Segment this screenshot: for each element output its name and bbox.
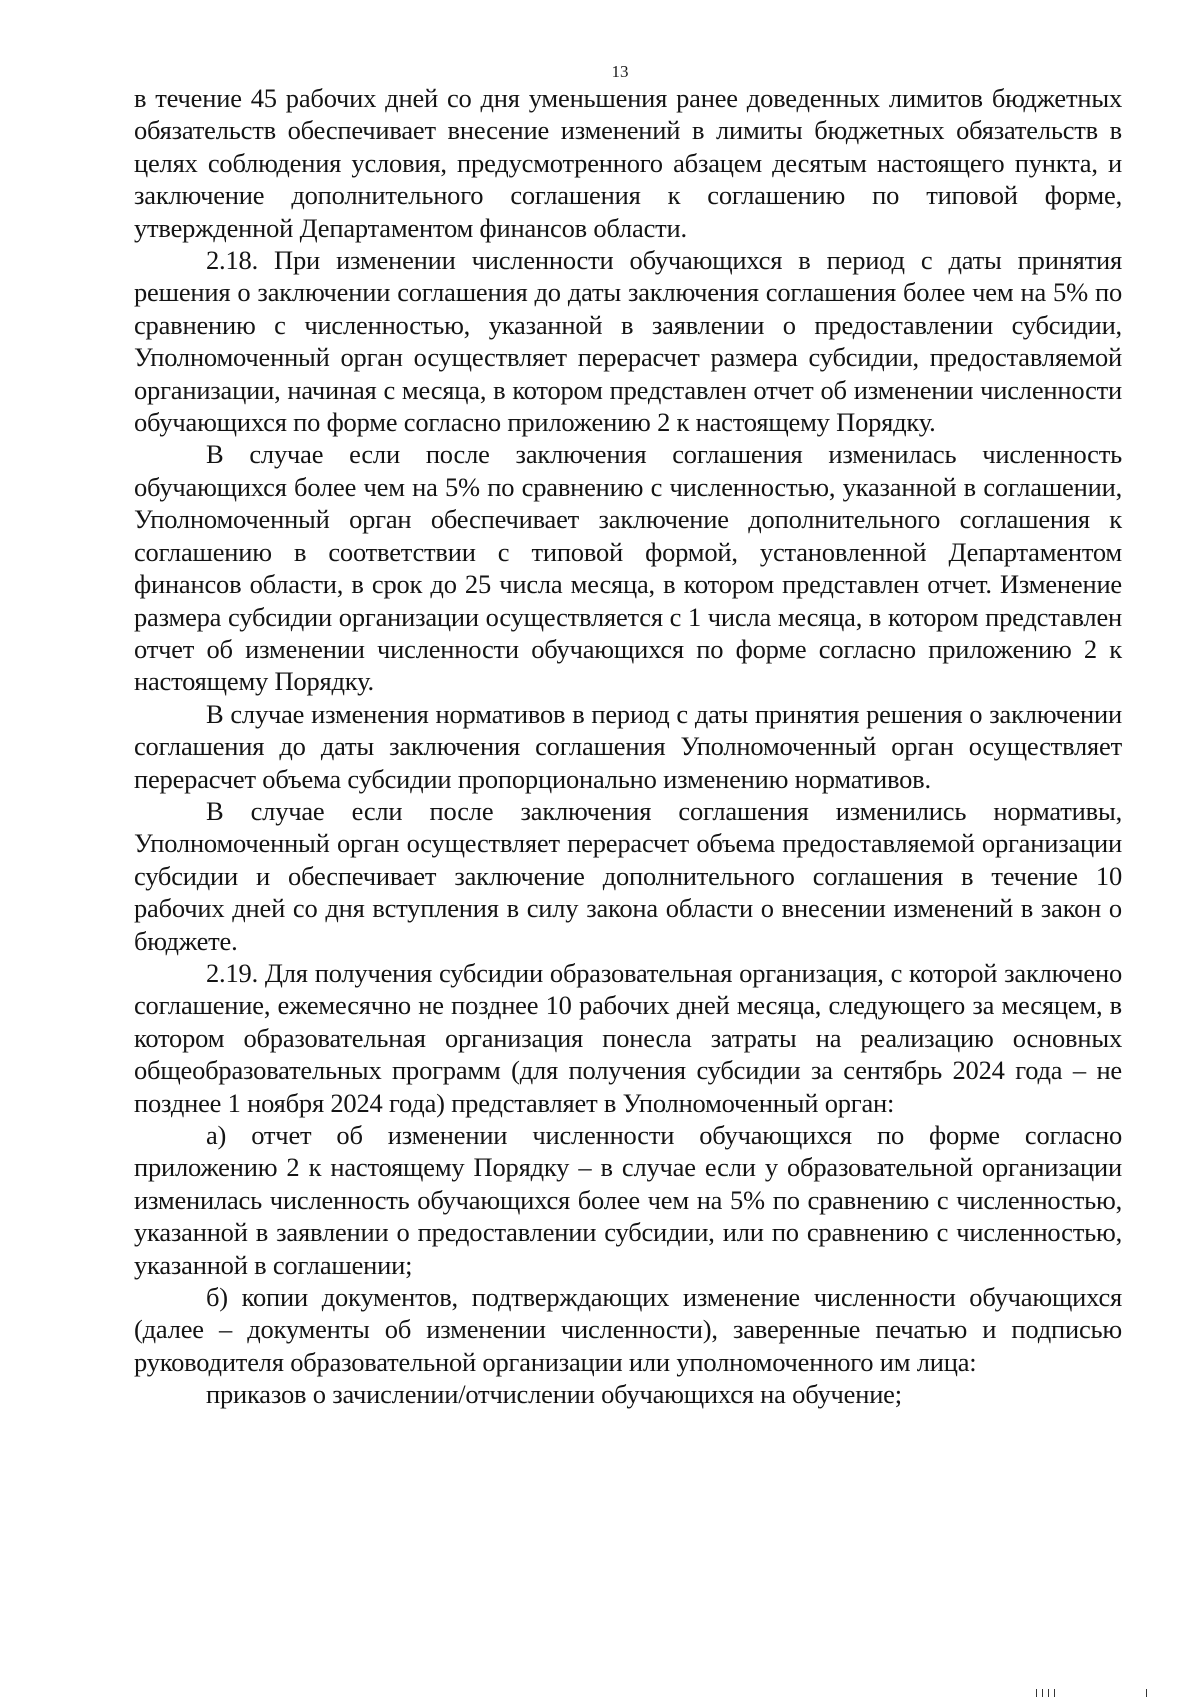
paragraph-orders: приказов о зачислении/отчислении обучающихся на обучение; [206,1379,902,1410]
paragraph-norms-change: В случае изменения нормативов в период с даты принятия решения о заключении соглашения до даты заключения соглашения Уполномоченный орган осуществляет перерасчет объема субсидии пропорционально изменению нормативов. [134,698,1122,794]
scan-mark [1146,1689,1147,1697]
paragraph-item-a: а) отчет об изменении численности обучающихся по форме согласно приложению 2 к настоящему Порядку – в случае если у образовательной организации изменилась численность обучающихся более чем на 5% по сравнению с численностью, указанной в заявлении о предоставлении субсидии, или по сравнению с численностью, указанной в соглашении; [134,1120,1122,1280]
paragraph-norms-after-agreement: В случае если после заключения соглашения изменились нормативы, Уполномоченный орган осуществляет перерасчет объема предоставляемой организации субсидии и обеспечивает заключение дополнительного соглашения в течение 10 рабочих дней со дня вступления в силу закона области о внесении изменений в закон о бюджете. [134,795,1122,956]
scan-mark [1036,1689,1037,1697]
paragraph-item-b: б) копии документов, подтверждающих изменение численности обучающихся (далее – документы об изменении численности), заверенные печатью и подписью руководителя образовательной организации или уполномоченного им лица: [134,1282,1122,1377]
paragraph-after-agreement: В случае если после заключения соглашения изменилась численность обучающихся более чем на 5% по сравнению с численностью, указанной в соглашении, Уполномоченный орган обеспечивает заключение дополнительного соглашения к соглашению в соответствии с типовой формой, установленной Департаментом финансов области, в срок до 25 числа месяца, в котором представлен отчет. Изменение размера субсидии организации осуществляется с 1 числа месяца, в котором представлен отчет об изменении численности обучающихся по форме согласно приложению 2 к настоящему Порядку. [134,439,1122,697]
scan-mark [1048,1689,1049,1697]
scan-mark [1054,1689,1055,1697]
scan-edge-marks [996,1687,1176,1697]
paragraph-continuation: в течение 45 рабочих дней со дня уменьшения ранее доведенных лимитов бюджетных обязательств обеспечивает внесение изменений в лимиты бюджетных обязательств в целях соблюдения условия, предусмотренного абзацем десятым настоящего пункта, и заключение дополнительного соглашения к соглашению по типовой форме, утвержденной Департаментом финансов области. [134,83,1122,243]
document-body [134,82,1122,1411]
paragraph-2-18: 2.18. При изменении численности обучающихся в период с даты принятия решения о заключении соглашения до даты заключения соглашения более чем на 5% по сравнению с численностью, указанной в заявлении о предоставлении субсидии, Уполномоченный орган осуществляет перерасчет размера субсидии, предоставляемой организации, начиная с месяца, в котором представлен отчет об изменении численности обучающихся по форме согласно приложению 2 к настоящему Порядку. [134,245,1122,438]
scan-mark [1042,1689,1043,1697]
page-number: 13 [611,62,629,81]
paragraph-2-19: 2.19. Для получения субсидии образовательная организация, с которой заключено соглашение, ежемесячно не позднее 10 рабочих дней месяца, следующего за месяцем, в котором образовательная организация понесла затраты на реализацию основных общеобразовательных программ (для получения субсидии за сентябрь 2024 года – не позднее 1 ноября 2024 года) представляет в Уполномоченный орган: [134,957,1122,1118]
